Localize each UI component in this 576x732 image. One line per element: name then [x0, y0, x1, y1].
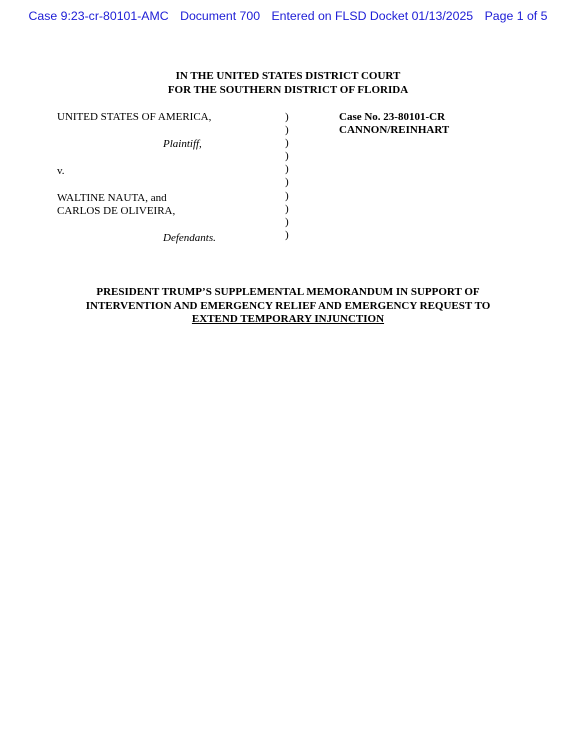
plaintiff-role: Plaintiff,: [163, 138, 202, 150]
plaintiff-name: UNITED STATES OF AMERICA,: [57, 111, 212, 123]
document-title: [0, 286, 576, 327]
document-title-line-2: INTERVENTION AND EMERGENCY RELIEF AND EMERGENCY REQUEST TO: [85, 299, 491, 312]
document-title-line-3: EXTEND TEMPORARY INJUNCTION: [191, 313, 385, 325]
docket-case-number: Case 9:23-cr-80101-AMC: [28, 9, 169, 23]
defendant-name-1: WALTINE NAUTA, and: [57, 192, 167, 204]
court-heading: [0, 69, 576, 97]
case-number: Case No. 23-80101-CR: [339, 111, 446, 123]
caption-paren: ): [285, 228, 289, 241]
caption-paren: ): [285, 176, 289, 189]
caption-paren: ): [285, 111, 289, 123]
caption-paren: ): [285, 202, 289, 215]
court-heading-line-1: IN THE UNITED STATES DISTRICT COURT: [175, 70, 401, 82]
caption-parenthesis-column: [285, 111, 289, 242]
caption-paren: ): [285, 124, 289, 137]
assigned-judges: CANNON/REINHART: [339, 124, 450, 136]
document-title-line-1: PRESIDENT TRUMP’S SUPPLEMENTAL MEMORANDUM IN SUPPORT OF: [96, 286, 480, 298]
caption-paren: ): [285, 163, 289, 176]
docket-entry-date: Entered on FLSD Docket 01/13/2025: [271, 9, 474, 23]
caption-paren: ): [285, 215, 289, 228]
case-info: [339, 111, 449, 137]
defendant-name-2: CARLOS DE OLIVEIRA,: [57, 205, 176, 217]
defendant-role: Defendants.: [163, 232, 216, 244]
caption-paren: ): [285, 150, 289, 163]
caption-paren: ): [285, 137, 289, 150]
court-heading-line-2: FOR THE SOUTHERN DISTRICT OF FLORIDA: [167, 84, 409, 96]
caption-paren: ): [285, 189, 289, 202]
docket-header: [0, 9, 576, 23]
docket-page-number: Page 1 of 5: [484, 9, 548, 23]
versus-label: v.: [57, 165, 65, 177]
docket-document-number: Document 700: [180, 9, 261, 23]
